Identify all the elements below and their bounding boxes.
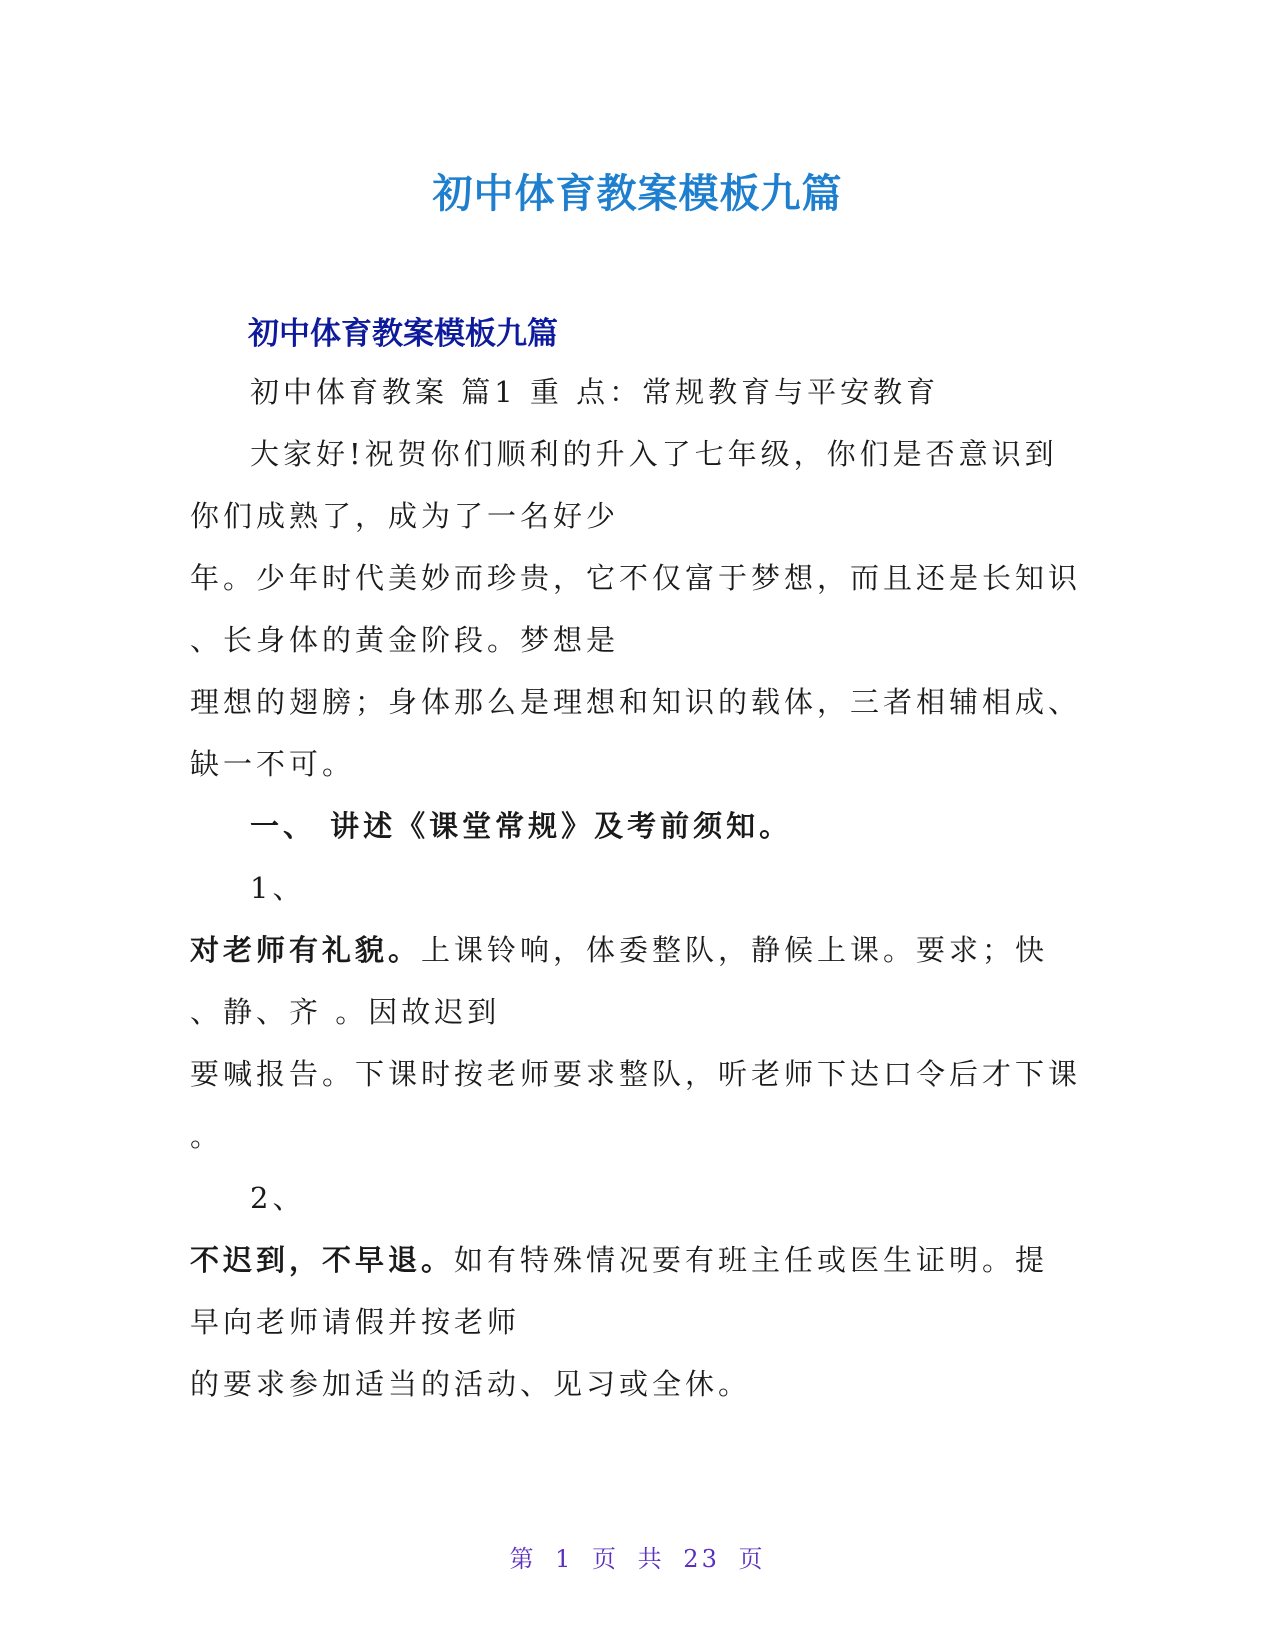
paragraph-line [190, 928, 1048, 969]
line-text: 如有特殊情况要有班主任或医生证明。提 [454, 1243, 1049, 1277]
paragraph-line: 大家好!祝贺你们顺利的升入了七年级，你们是否意识到 [250, 437, 1058, 471]
paragraph-line: 理想的翅膀；身体那么是理想和知识的载体，三者相辅相成、 [190, 685, 1082, 719]
line-text: 上课铃响，体委整队，静候上课。要求；快 [421, 933, 1049, 967]
paragraph-line: 的要求参加适当的活动、见习或全休。 [190, 1367, 752, 1401]
paragraph-line: 缺一不可。 [190, 747, 356, 781]
section-heading: 初中体育教案模板九篇 [248, 316, 558, 352]
paragraph-line [190, 1238, 1048, 1279]
list-number: 2、 [250, 1181, 306, 1215]
paragraph-line: 、长身体的黄金阶段。梦想是 [190, 623, 620, 657]
paragraph-line: 年。少年时代美妙而珍贵，它不仅富于梦想，而且还是长知识 [190, 561, 1082, 595]
paragraph-line: 。 [190, 1119, 224, 1153]
page-number: 第 1 页 共 23 页 [509, 1545, 766, 1573]
paragraph-line: 初中体育教案 篇1 重 点：常规教育与平安教育 [250, 375, 940, 409]
list-number: 1、 [250, 871, 306, 905]
page-title: 初中体育教案模板九篇 [432, 171, 843, 217]
bold-lead: 对老师有礼貌。 [190, 933, 422, 967]
bold-lead: 不迟到，不早退。 [190, 1243, 455, 1277]
paragraph-line: 早向老师请假并按老师 [190, 1305, 521, 1339]
paragraph-line: 要喊报告。下课时按老师要求整队，听老师下达口令后才下课 [190, 1057, 1082, 1091]
list-heading: 一、 讲述《课堂常规》及考前须知。 [250, 809, 793, 843]
paragraph-line: 、静、齐 。因故迟到 [190, 995, 501, 1029]
paragraph-line: 你们成熟了，成为了一名好少 [190, 499, 620, 533]
